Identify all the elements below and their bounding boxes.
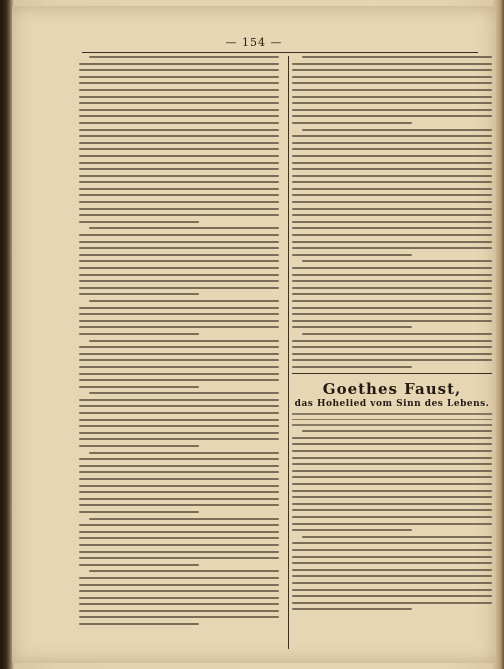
text-line [292,148,492,150]
text-line [89,518,279,520]
text-line [292,509,492,511]
text-line [79,333,199,335]
text-line [79,511,199,513]
text-line [292,582,492,584]
text-line [79,373,279,375]
left-column [79,56,279,649]
text-line [292,109,492,111]
text-line [79,504,279,506]
text-line [79,603,279,605]
text-line [292,221,492,223]
text-line [89,392,279,394]
text-line [79,551,279,553]
text-line [79,537,279,539]
text-line [302,56,492,58]
text-line [79,201,279,203]
text-line [292,366,412,368]
text-line [79,135,279,137]
text-line [292,608,412,610]
text-line [292,241,492,243]
article-title: Goethes Faust, [322,379,462,398]
text-line [302,129,492,131]
text-line [292,562,492,564]
paragraph [292,430,492,531]
text-line [292,359,492,361]
text-line [292,89,492,91]
text-line [79,326,279,328]
right-column [292,56,492,649]
text-line [292,320,492,322]
text-line [79,438,279,440]
text-line [79,485,279,487]
text-line [292,274,492,276]
text-line [89,570,279,572]
text-line [79,432,279,434]
text-line [292,234,492,236]
header-rule [82,52,478,53]
text-line [79,564,199,566]
text-line [79,386,199,388]
text-line [79,181,279,183]
text-line [292,63,492,65]
text-line [292,424,492,426]
text-line [292,450,492,452]
text-line [79,498,279,500]
text-line [292,168,492,170]
text-line [292,463,492,465]
text-line [292,96,492,98]
paragraph [79,227,279,295]
text-line [292,419,492,421]
text-line [302,536,492,538]
article-body [292,413,492,610]
text-line [79,214,279,216]
text-line [79,82,279,84]
text-line [292,254,412,256]
text-line [79,234,279,236]
text-line [292,542,492,544]
text-line [79,353,279,355]
text-line [79,76,279,78]
text-line [292,162,492,164]
text-line [292,340,492,342]
text-line [79,293,199,295]
text-line [292,326,412,328]
text-line [79,544,279,546]
text-line [292,142,492,144]
text-line [292,496,492,498]
paragraph [292,536,492,611]
text-line [292,516,492,518]
text-line [89,300,279,302]
text-line [79,597,279,599]
text-line [292,115,492,117]
text-line [292,503,492,505]
text-line [79,379,279,381]
text-line [79,616,279,618]
text-line [79,208,279,210]
text-line [292,476,492,478]
text-line [79,155,279,157]
text-line [79,69,279,71]
text-line [292,353,492,355]
text-line [292,490,492,492]
text-line [292,175,492,177]
text-line [79,221,199,223]
text-line [292,443,492,445]
text-line [79,260,279,262]
text-line [302,430,492,432]
text-line [292,413,492,415]
text-line [79,188,279,190]
text-line [79,419,279,421]
text-line [292,595,492,597]
text-line [292,181,492,183]
text-line [292,201,492,203]
paragraph [79,518,279,566]
paragraph [79,452,279,513]
text-line [292,135,492,137]
text-line [292,470,492,472]
text-line [292,300,492,302]
text-line [79,471,279,473]
text-line [292,307,492,309]
text-line [79,320,279,322]
text-line [292,76,492,78]
text-line [292,227,492,229]
text-line [79,412,279,414]
text-line [79,366,279,368]
text-line [79,458,279,460]
text-line [292,82,492,84]
text-line [292,214,492,216]
text-line [292,102,492,104]
text-line [79,274,279,276]
text-line [79,247,279,249]
paragraph [292,260,492,328]
article-subtitle: das Hohelied vom Sinn des Lebens. [294,398,490,409]
paragraph [292,413,492,426]
text-line [292,122,412,124]
text-line [79,584,279,586]
article-heading [292,380,492,409]
text-line [292,569,492,571]
text-line [292,575,492,577]
text-line [79,102,279,104]
column-divider [288,56,289,649]
text-line [79,405,279,407]
text-line [292,194,492,196]
text-line [79,254,279,256]
text-line [79,89,279,91]
paragraph [292,333,492,368]
text-line [292,208,492,210]
right-column-top [292,56,492,368]
text-line [79,115,279,117]
text-line [79,63,279,65]
text-line [292,267,492,269]
text-line [292,483,492,485]
text-line [292,155,492,157]
text-line [79,122,279,124]
text-line [302,260,492,262]
page [12,6,496,663]
text-line [79,168,279,170]
text-line [79,399,279,401]
text-line [79,465,279,467]
text-line [292,589,492,591]
section-rule [292,373,492,374]
text-line [79,445,199,447]
text-line [79,623,199,625]
paragraph [79,340,279,388]
paragraph [79,392,279,447]
text-line [292,188,492,190]
paragraph [79,570,279,625]
text-line [292,293,492,295]
text-line [89,452,279,454]
text-line [79,577,279,579]
text-line [89,227,279,229]
text-line [292,287,492,289]
text-line [79,491,279,493]
text-line [79,175,279,177]
text-line [79,590,279,592]
text-line [292,69,492,71]
text-line [89,56,279,58]
text-line [79,109,279,111]
text-line [302,333,492,335]
text-line [79,142,279,144]
text-line [79,129,279,131]
text-line [79,287,279,289]
text-line [79,359,279,361]
text-line [79,346,279,348]
text-line [292,457,492,459]
paragraph [79,300,279,335]
text-line [292,556,492,558]
text-line [79,557,279,559]
text-line [79,313,279,315]
text-line [79,478,279,480]
text-line [79,194,279,196]
text-line [89,340,279,342]
paragraph [292,56,492,124]
text-line [292,602,492,604]
text-line [79,425,279,427]
text-line [79,241,279,243]
text-line [292,346,492,348]
text-line [79,267,279,269]
text-line [292,247,492,249]
text-line [79,531,279,533]
text-line [79,524,279,526]
text-line [79,148,279,150]
paragraph [292,129,492,256]
page-number: — 154 — [225,36,283,49]
text-line [292,523,492,525]
text-line [292,437,492,439]
paragraph [79,56,279,223]
text-line [79,307,279,309]
text-line [292,313,492,315]
text-line [79,280,279,282]
text-line [79,96,279,98]
text-line [79,162,279,164]
text-line [79,610,279,612]
text-line [292,529,412,531]
text-line [292,280,492,282]
text-line [292,549,492,551]
